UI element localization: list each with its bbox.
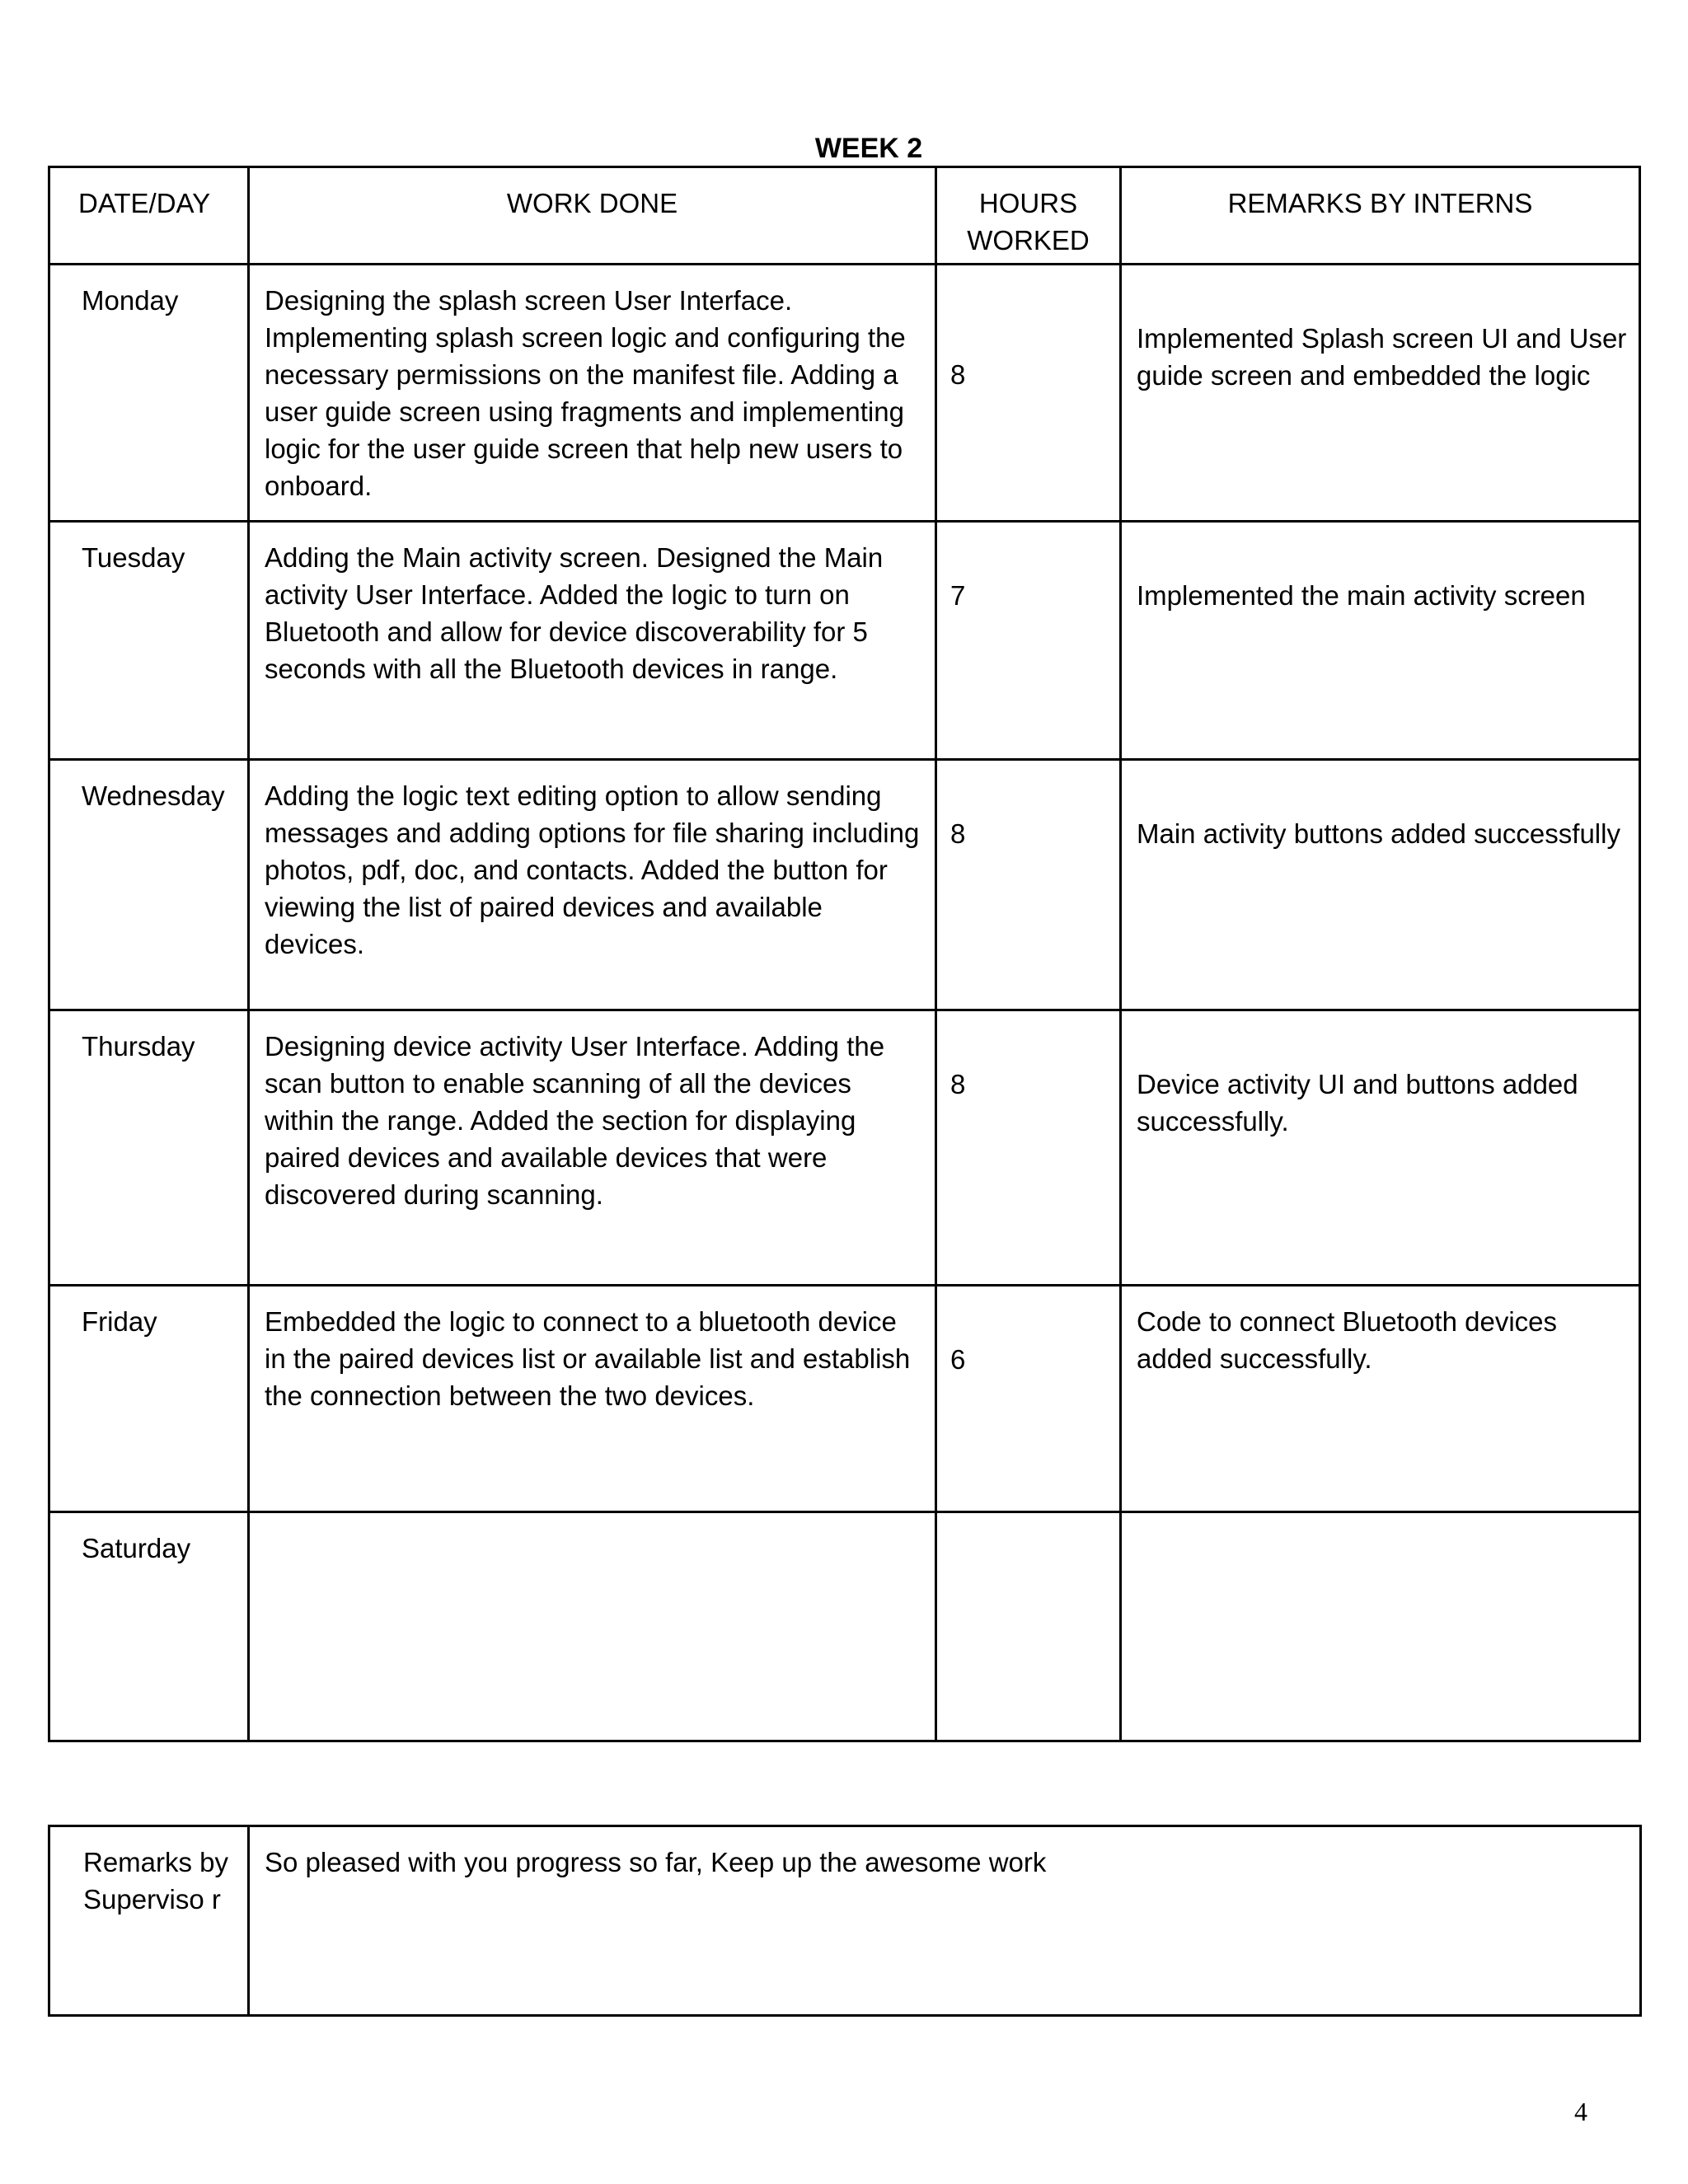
table-row <box>49 1512 1640 1741</box>
header-hours-worked-label: HOURS WORKED <box>967 188 1090 255</box>
row-work-done: Embedded the logic to connect to a bluetooth device in the paired devices list or available list and establish the connection between the two devices. <box>249 1286 936 1512</box>
header-remarks-by-interns: REMARKS BY INTERNS <box>1121 167 1640 265</box>
row-work-done: Designing device activity User Interface. Adding the scan button to enable scanning of all the devices within the range. Added the section for displaying paired devices and available devices that were discovered during scanning. <box>249 1010 936 1286</box>
row-hours: 7 <box>936 522 1121 760</box>
header-work-done: WORK DONE <box>249 167 936 265</box>
row-work-done: Designing the splash screen User Interface. Implementing splash screen logic and configuring the necessary permissions on the manifest file. Adding a user guide screen using fragments and implementing logic for the user guide screen that help new users to onboard. <box>249 265 936 522</box>
row-work-done: Adding the Main activity screen. Designed the Main activity User Interface. Added the logic to turn on Bluetooth and allow for device discoverability for 5 seconds with all the Bluetooth devices in range. <box>249 522 936 760</box>
row-day: Monday <box>49 265 249 522</box>
table-header-row <box>49 167 1640 265</box>
row-day: Wednesday <box>49 760 249 1010</box>
row-hours: 8 <box>936 265 1121 522</box>
row-work-done: Adding the logic text editing option to allow sending messages and adding options for file sharing including photos, pdf, doc, and contacts. Added the button for viewing the list of paired devices and available devices. <box>249 760 936 1010</box>
table-row <box>49 760 1640 1010</box>
table-row <box>49 265 1640 522</box>
row-hours: 6 <box>936 1286 1121 1512</box>
table-row <box>49 522 1640 760</box>
row-hours <box>936 1512 1121 1741</box>
row-remarks: Code to connect Bluetooth devices added successfully. <box>1121 1286 1640 1512</box>
row-day: Saturday <box>49 1512 249 1741</box>
row-hours: 8 <box>936 760 1121 1010</box>
supervisor-remarks-text: So pleased with you progress so far, Keep up the awesome work <box>249 1826 1641 2016</box>
row-remarks: Device activity UI and buttons added successfully. <box>1121 1010 1640 1286</box>
row-remarks: Implemented the main activity screen <box>1121 522 1640 760</box>
header-date-day: DATE/DAY <box>49 167 249 265</box>
weekly-log-table <box>48 166 1641 1742</box>
row-day: Friday <box>49 1286 249 1512</box>
row-remarks: Main activity buttons added successfully <box>1121 760 1640 1010</box>
row-day: Tuesday <box>49 522 249 760</box>
row-remarks: Implemented Splash screen UI and User guide screen and embedded the logic <box>1121 265 1640 522</box>
supervisor-remarks-table <box>48 1825 1642 2017</box>
row-work-done <box>249 1512 936 1741</box>
table-row <box>49 1286 1640 1512</box>
row-hours: 8 <box>936 1010 1121 1286</box>
row-remarks <box>1121 1512 1640 1741</box>
supervisor-remarks-label: Remarks by Superviso r <box>49 1826 249 2016</box>
row-day: Thursday <box>49 1010 249 1286</box>
header-hours-worked <box>936 167 1121 265</box>
table-row <box>49 1010 1640 1286</box>
page-number: 4 <box>1574 2097 1587 2126</box>
page-title: WEEK 2 <box>814 133 923 164</box>
supervisor-row <box>49 1826 1641 2016</box>
